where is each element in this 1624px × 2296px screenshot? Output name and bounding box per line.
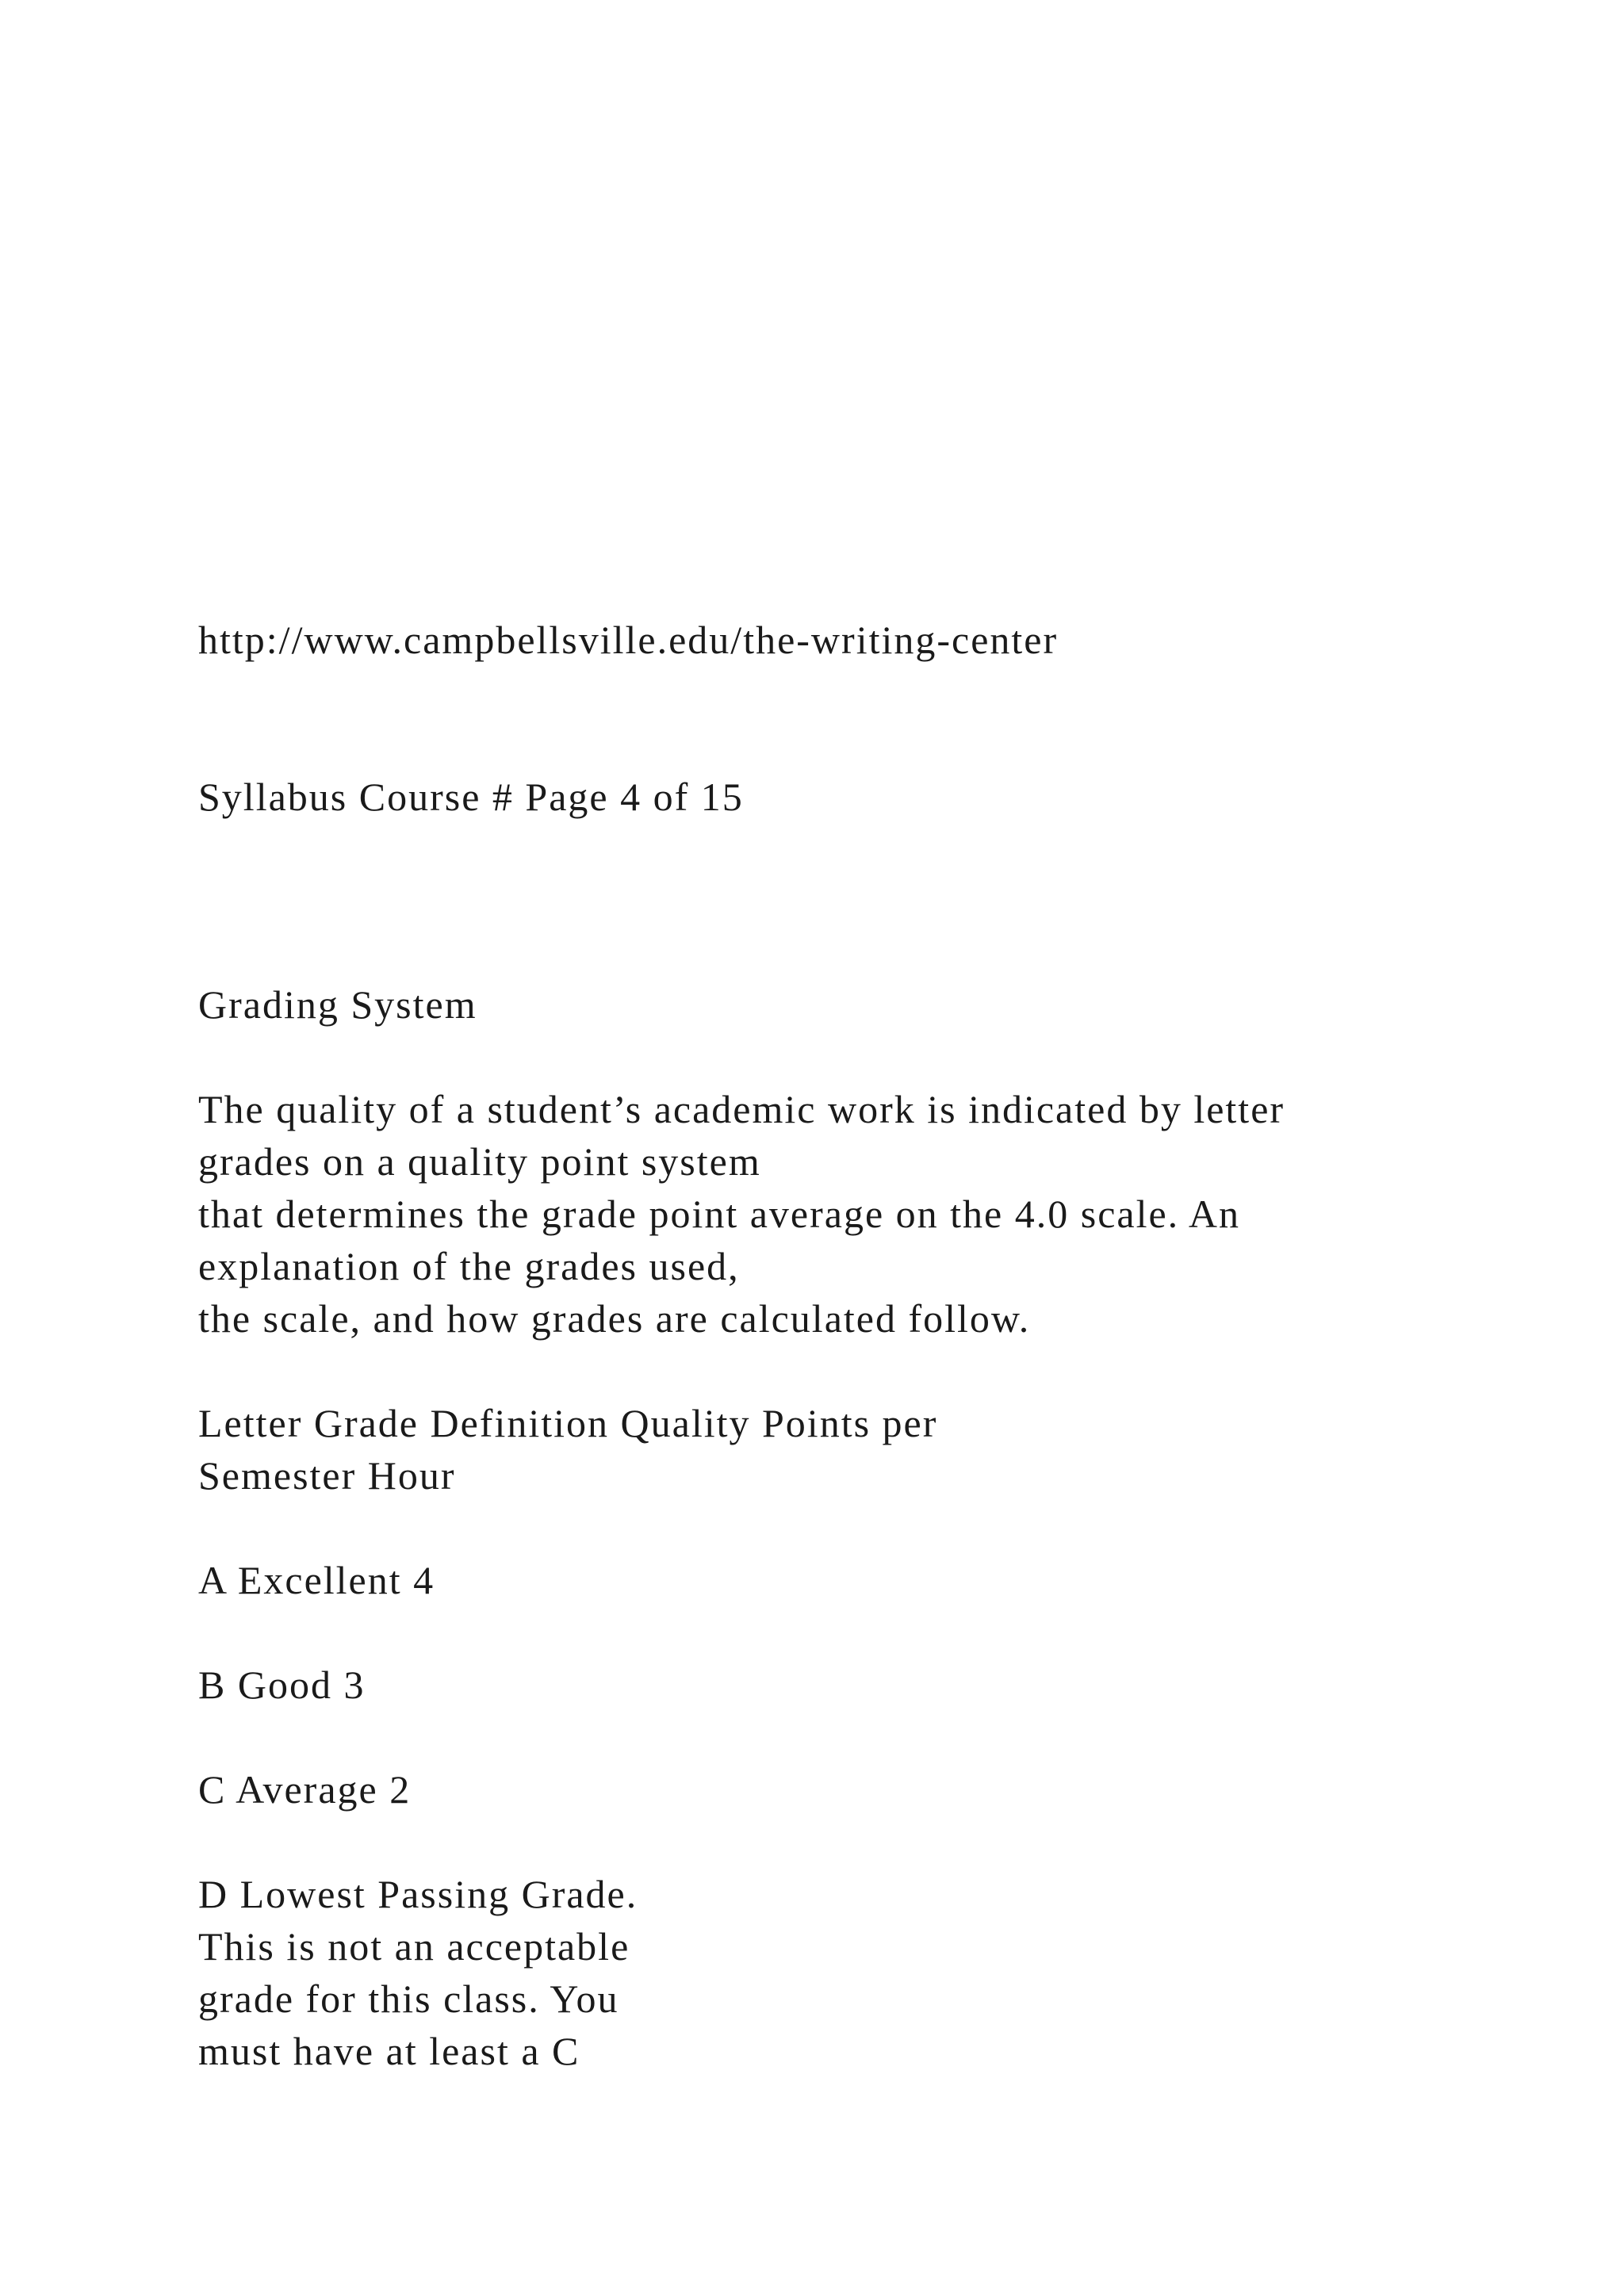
table-header-line: Letter Grade Definition Quality Points per [198,1401,938,1445]
paragraph-line: The quality of a student’s academic work is indicated by letter [198,1087,1285,1131]
grade-d-line: D Lowest Passing Grade. [198,1872,638,1916]
syllabus-header: Syllabus Course # Page 4 of 15 [198,775,744,819]
grade-row-b: B Good 3 [198,1663,366,1707]
paragraph-line: that determines the grade point average on the 4.0 scale. An [198,1192,1241,1236]
table-header-line: Semester Hour [198,1453,456,1498]
grade-row-a: A Excellent 4 [198,1558,435,1602]
grade-row-c: C Average 2 [198,1767,412,1812]
paragraph-line: grades on a quality point system [198,1139,761,1184]
grade-d-line: This is not an acceptable [198,1924,630,1969]
paragraph-line: the scale, and how grades are calculated follow. [198,1296,1031,1341]
grade-d-line: grade for this class. You [198,1976,619,2021]
paragraph-line: explanation of the grades used, [198,1244,740,1288]
section-heading-grading-system: Grading System [198,982,477,1027]
grade-d-line: must have at least a C [198,2029,580,2073]
writing-center-url: http://www.campbellsville.edu/the-writing-center [198,618,1059,662]
